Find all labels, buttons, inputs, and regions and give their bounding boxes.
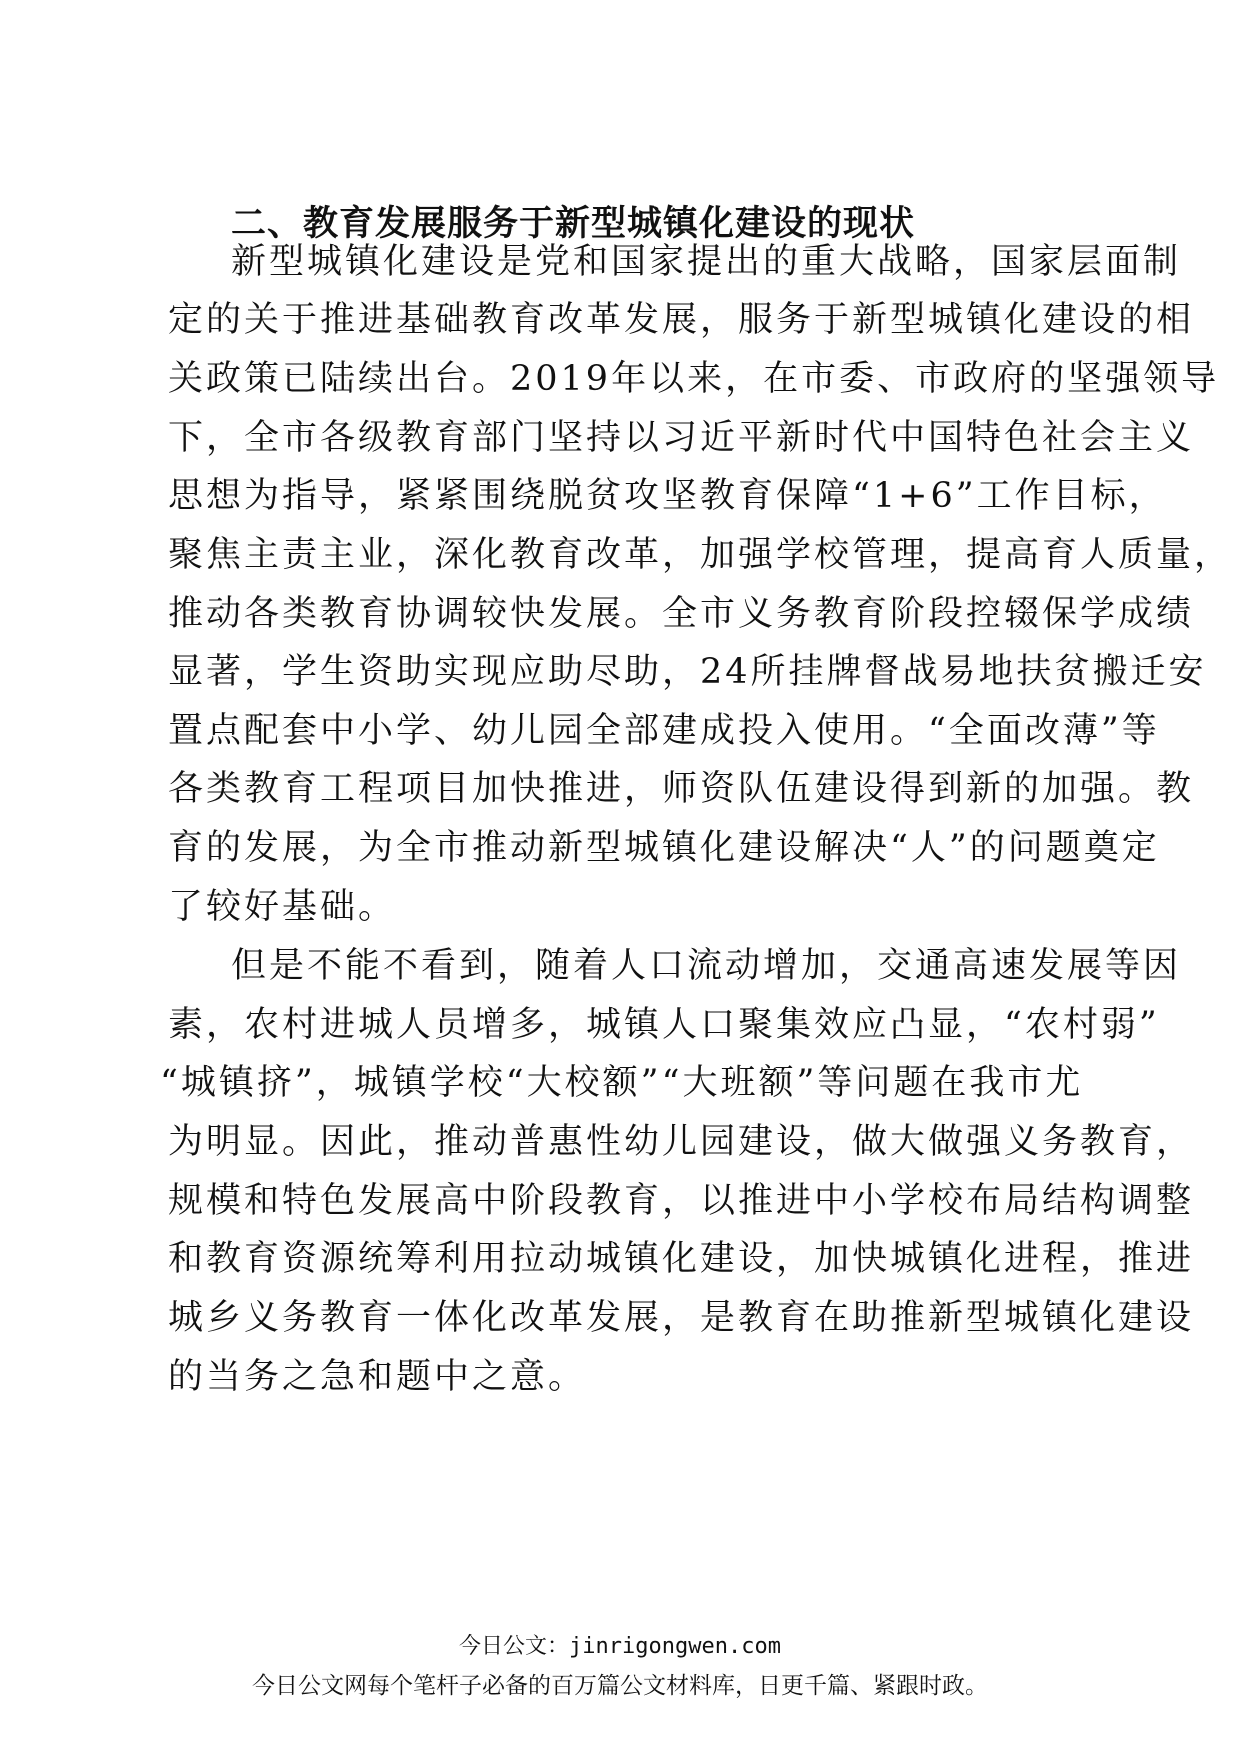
paragraph-1-line-10: 各类教育工程项目加快推进，师资队伍建设得到新的加强。教 bbox=[168, 769, 1195, 809]
paragraph-2-line-7: 城乡义务教育一体化改革发展，是教育在助推新型城镇化建设 bbox=[168, 1298, 1195, 1338]
section-heading: 二、教育发展服务于新型城镇化建设的现状 bbox=[231, 204, 916, 244]
paragraph-2-line-3: “城镇挤”，城镇学校“大校额”“大班额”等问题在我市尤 bbox=[160, 1063, 1084, 1103]
footer-site-label: 今日公文： bbox=[459, 1634, 570, 1659]
footer-site-url[interactable]: jinrigongwen.com bbox=[569, 1634, 781, 1659]
paragraph-2-line-8: 的当务之急和题中之意。 bbox=[168, 1357, 587, 1397]
paragraph-1-line-5: 思想为指导，紧紧围绕脱贫攻坚教育保障“1+6”工作目标， bbox=[168, 476, 1167, 516]
paragraph-1-line-4: 下，全市各级教育部门坚持以习近平新时代中国特色社会主义 bbox=[168, 418, 1195, 458]
paragraph-1-line-7: 推动各类教育协调较快发展。全市义务教育阶段控辍保学成绩 bbox=[168, 594, 1195, 634]
footer-site bbox=[0, 1632, 1240, 1662]
paragraph-1-line-3: 关政策已陆续出台。2019年以来，在市委、市政府的坚强领导 bbox=[168, 359, 1220, 399]
paragraph-2-line-6: 和教育资源统筹利用拉动城镇化建设，加快城镇化进程，推进 bbox=[168, 1239, 1195, 1279]
paragraph-1-line-6: 聚焦主责主业，深化教育改革，加强学校管理，提高育人质量， bbox=[168, 535, 1233, 575]
paragraph-2-line-5: 规模和特色发展高中阶段教育，以推进中小学校布局结构调整 bbox=[168, 1181, 1195, 1221]
paragraph-1-line-9: 置点配套中小学、幼儿园全部建成投入使用。“全面改薄”等 bbox=[168, 711, 1160, 751]
paragraph-1-line-2: 定的关于推进基础教育改革发展，服务于新型城镇化建设的相 bbox=[168, 300, 1195, 340]
footer-slogan: 今日公文网每个笔杆子必备的百万篇公文材料库，日更千篇、紧跟时政。 bbox=[252, 1673, 988, 1699]
paragraph-1-line-12: 了较好基础。 bbox=[168, 887, 397, 927]
paragraph-2-line-2: 素，农村进城人员增多，城镇人口聚集效应凸显，“农村弱” bbox=[168, 1005, 1160, 1045]
paragraph-2-line-4: 为明显。因此，推动普惠性幼儿园建设，做大做强义务教育， bbox=[168, 1122, 1195, 1162]
paragraph-1-line-1: 新型城镇化建设是党和国家提出的重大战略，国家层面制 bbox=[231, 242, 1182, 282]
paragraph-1-line-11: 育的发展，为全市推动新型城镇化建设解决“人”的问题奠定 bbox=[168, 828, 1160, 868]
paragraph-1-line-8: 显著，学生资助实现应助尽助，24所挂牌督战易地扶贫搬迁安 bbox=[168, 652, 1207, 692]
paragraph-2-line-1: 但是不能不看到，随着人口流动增加，交通高速发展等因 bbox=[231, 946, 1182, 986]
